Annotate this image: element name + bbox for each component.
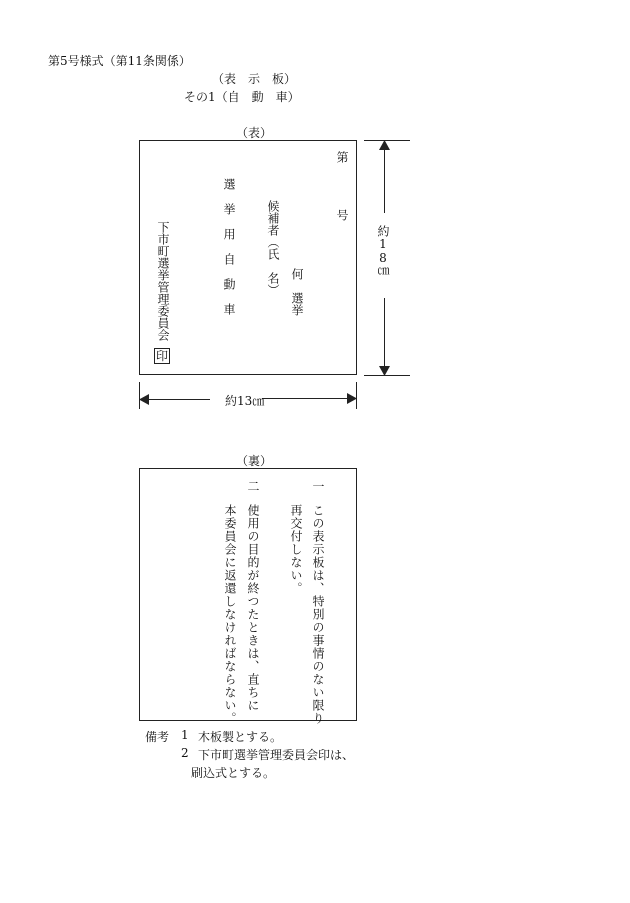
height-dimension-label: 約18㎝ xyxy=(376,225,390,277)
note-2-line-1: 下市町選挙管理委員会印は、 xyxy=(198,748,355,762)
arrow-up-icon xyxy=(379,140,390,150)
height-line-upper xyxy=(384,143,385,213)
back-label: （裏） xyxy=(236,454,273,468)
election-name: 何 選挙 xyxy=(290,268,304,316)
rule-1-number: 一 xyxy=(311,480,325,492)
arrow-right-icon xyxy=(347,393,357,404)
width-line-left xyxy=(146,399,210,400)
width-line-right xyxy=(262,398,350,399)
number-prefix: 第 xyxy=(335,151,349,163)
number-suffix: 号 xyxy=(335,209,349,221)
rule-2-line-1: 使用の目的が終つたときは、直ちに xyxy=(246,504,260,712)
document-subtitle: その1（自 動 車） xyxy=(184,90,300,104)
notes-heading: 備考 xyxy=(145,730,170,744)
rule-1-line-1: この表示板は、特別の事情のない限り xyxy=(311,504,325,725)
candidate-name-field: 候補者（氏 名） xyxy=(266,200,280,296)
vehicle-label: 選 挙 用 自 動 車 xyxy=(222,178,236,316)
seal-stamp xyxy=(154,348,170,364)
document-title: （表 示 板） xyxy=(212,72,297,86)
note-2-line-2: 刷込式とする。 xyxy=(191,766,276,780)
front-sign-board xyxy=(139,140,357,375)
note-1-number: 1 xyxy=(181,728,189,742)
rule-2-number: 二 xyxy=(246,480,260,492)
note-1-text: 木板製とする。 xyxy=(198,730,283,744)
form-number: 第5号様式（第11条関係） xyxy=(48,54,191,68)
rule-2-line-2: 本委員会に返還しなければならない。 xyxy=(223,504,237,725)
note-2-number: 2 xyxy=(181,746,189,760)
width-dimension-label: 約13㎝ xyxy=(225,394,265,408)
front-label: （表） xyxy=(236,126,273,140)
arrow-left-icon xyxy=(139,394,149,405)
back-sign-board xyxy=(139,468,357,725)
arrow-down-icon xyxy=(379,366,390,376)
seal-stamp-text: 印 xyxy=(155,349,168,363)
height-line-lower xyxy=(384,298,385,372)
issuer-name: 下市町選挙管理委員会 xyxy=(156,221,170,341)
rule-1-line-2: 再交付しない。 xyxy=(289,504,303,595)
